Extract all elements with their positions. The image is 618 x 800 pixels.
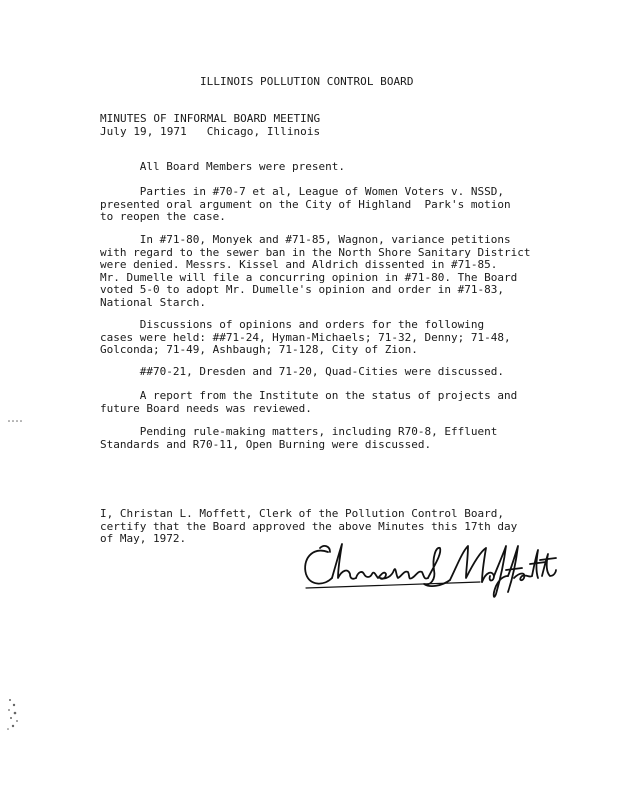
paragraph-line: ##70-21, Dresden and 71-20, Quad-Cities were discussed.	[100, 365, 504, 378]
paragraph-line: voted 5-0 to adopt Mr. Dumelle's opinion and order in #71-83,	[100, 283, 504, 296]
paragraph-line: future Board needs was reviewed.	[100, 401, 312, 415]
document-title: ILLINOIS POLLUTION CONTROL BOARD	[200, 75, 414, 88]
paragraph-dresden	[100, 366, 570, 379]
paragraph-rule-making	[100, 426, 570, 451]
paragraph-line: to reopen the case.	[100, 210, 226, 223]
meeting-heading	[100, 113, 320, 138]
paragraph-line: presented oral argument on the City of Highland Park's motion	[100, 197, 511, 211]
meeting-heading-line-1: MINUTES OF INFORMAL BOARD MEETING	[100, 112, 321, 125]
paragraph-institute-report	[100, 390, 570, 415]
paragraph-discussions	[100, 319, 570, 357]
paragraph-line: In #71-80, Monyek and #71-85, Wagnon, variance petitions	[100, 233, 511, 246]
paragraph-line: with regard to the sewer ban in the North Shore Sanitary District	[100, 245, 531, 259]
paragraph-line: A report from the Institute on the status of projects and	[100, 389, 518, 402]
paragraph-line: Parties in #70-7 et al, League of Women Voters v. NSSD,	[100, 185, 504, 198]
paragraph-line: were denied. Messrs. Kissel and Aldrich dissented in #71-85.	[100, 258, 498, 271]
paragraph-line: Standards and R70-11, Open Burning were discussed.	[100, 437, 432, 451]
certification-line: of May, 1972.	[100, 532, 187, 545]
paragraph-line: Golconda; 71-49, Ashbaugh; 71-128, City of Zion.	[100, 343, 418, 356]
paragraph-oral-argument	[100, 186, 570, 224]
paragraph-line: Pending rule-making matters, including R70-8, Effluent	[100, 425, 498, 438]
paragraph-line: All Board Members were present.	[100, 160, 346, 173]
paragraph-line: Discussions of opinions and orders for the following	[100, 318, 485, 331]
handwritten-signature	[300, 536, 560, 606]
certification-line: I, Christan L. Moffett, Clerk of the Pollution Control Board,	[100, 507, 504, 520]
certification-line: certify that the Board approved the above Minutes this 17th day	[100, 519, 518, 533]
paragraph-line: National Starch.	[100, 295, 206, 309]
paragraph-attendance	[100, 161, 570, 174]
paragraph-variance-petitions	[100, 234, 570, 309]
paragraph-line: cases were held: ##71-24, Hyman-Michaels; 71-32, Denny; 71-48,	[100, 330, 511, 344]
paragraph-line: Mr. Dumelle will file a concurring opinion in #71-80. The Board	[100, 270, 518, 284]
meeting-date-location: July 19, 1971 Chicago, Illinois	[100, 124, 321, 138]
